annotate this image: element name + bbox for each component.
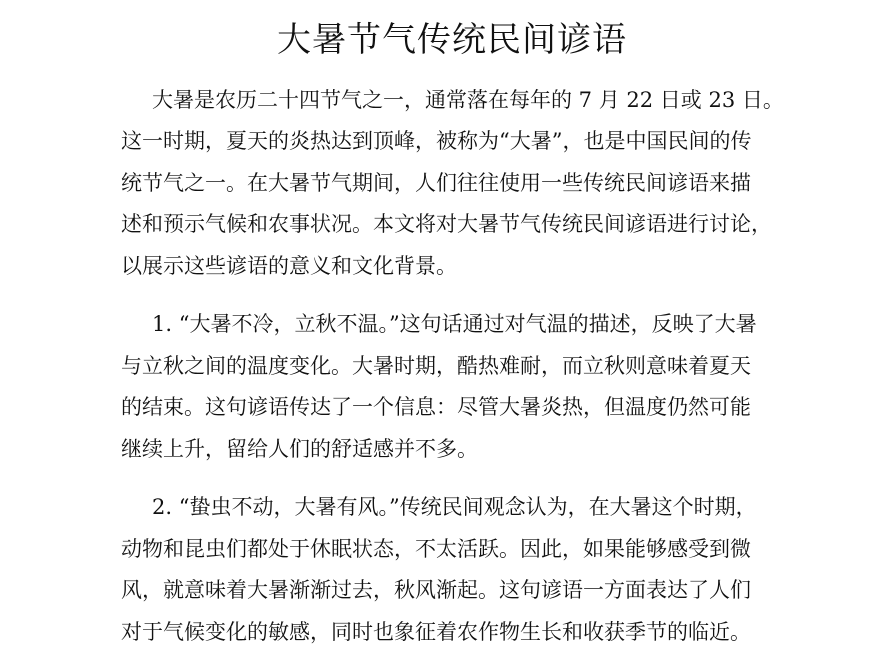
paragraph-line: 这一时期，夏天的炎热达到顶峰，被称为“大暑”，也是中国民间的传 [121, 129, 752, 153]
paragraph-line: 风，就意味着大暑渐渐过去，秋风渐起。这句谚语一方面表达了人们 [121, 578, 751, 602]
paragraph-line: 2. “蛰虫不动，大暑有风。”传统民间观念认为，在大暑这个时期， [152, 495, 757, 519]
paragraph-line: 与立秋之间的温度变化。大暑时期，酷热难耐，而立秋则意味着夏天 [121, 354, 751, 378]
paragraph-line: 统节气之一。在大暑节气期间，人们往往使用一些传统民间谚语来描 [121, 171, 751, 195]
paragraph-line: 1. “大暑不冷，立秋不温。”这句话通过对气温的描述，反映了大暑 [152, 312, 757, 336]
paragraph-line: 大暑是农历二十四节气之一，通常落在每年的 7 月 22 日或 23 日。 [152, 88, 784, 112]
paragraph-line: 以展示这些谚语的意义和文化背景。 [121, 254, 457, 278]
paragraph-line: 对于气候变化的敏感，同时也象征着农作物生长和收获季节的临近。 [121, 620, 751, 644]
paragraph-line: 继续上升，留给人们的舒适感并不多。 [121, 437, 478, 461]
paragraph-line: 述和预示气候和农事状况。本文将对大暑节气传统民间谚语进行讨论， [121, 212, 772, 236]
paragraph-line: 的结束。这句谚语传达了一个信息：尽管大暑炎热，但温度仍然可能 [121, 395, 751, 419]
document-title: 大暑节气传统民间谚语 [277, 20, 627, 60]
paragraph-line: 动物和昆虫们都处于休眠状态，不太活跃。因此，如果能够感受到微 [121, 537, 751, 561]
